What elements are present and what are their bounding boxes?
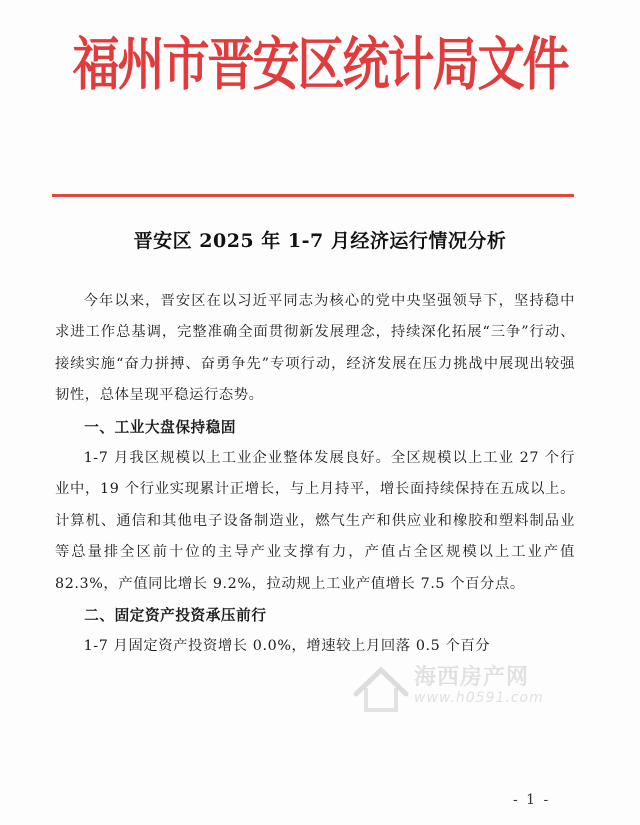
section-2-heading: 二、固定资产投资承压前行 (84, 607, 267, 625)
document-title: 晋安区 2025 年 1-7 月经济运行情况分析 (133, 230, 507, 252)
watermark (352, 660, 552, 720)
house-logo-icon (352, 664, 410, 714)
section-2-paragraph: 1-7 月固定资产投资增长 0.0%，增速较上月回落 0.5 个百分 (83, 638, 491, 655)
intro-paragraph: 今年以来，晋安区在以习近平同志为核心的党中央坚强领导下，坚持稳中求进工作总基调，完整准确全面贯彻新发展理念，持续深化拓展“三争”行动、接续实施“奋力拼搏、奋勇争先”专项行动，经济发展在压力挑战中展现出较强韧性，总体呈现平稳运行态势。 (55, 293, 575, 404)
red-divider-line (52, 194, 574, 197)
section-1-heading: 一、工业大盘保持稳固 (84, 418, 237, 436)
document-body (55, 286, 575, 663)
watermark-url: www.h0591.com (414, 690, 544, 706)
watermark-text: 海西房产网 (414, 665, 530, 690)
section-1-paragraph: 1-7 月我区规模以上工业企业整体发展良好。全区规模以上工业 27 个行业中，19 个行业实现累计正增长，与上月持平，增长面持续保持在五成以上。计算机、通信和其他电子设备制造业，燃气生产和供应业和橡胶和塑料制品业等总量排全区前十位的主导产业支撑有力，产值占全区规模以上工业产值 82.3%，产值同比增长 9.2%，拉动规上工业产值增长 7.5 个百分点。 (55, 450, 575, 592)
page-number: - 1 - (513, 792, 551, 808)
masthead-title: 福州市晋安区统计局文件 (72, 31, 568, 99)
